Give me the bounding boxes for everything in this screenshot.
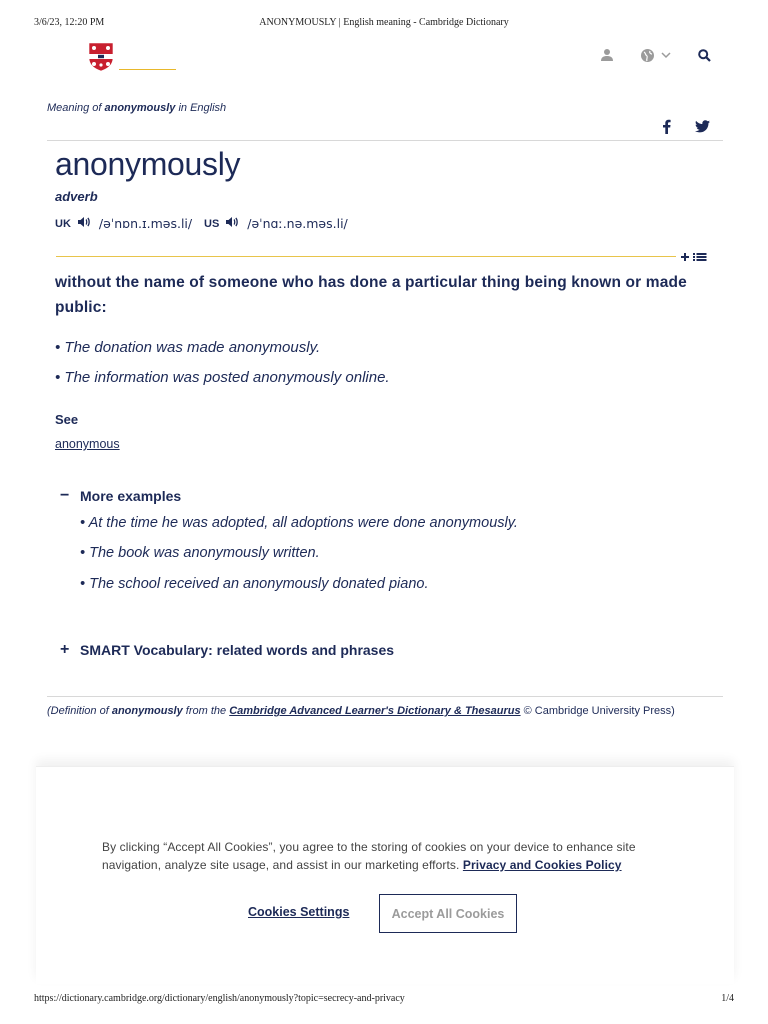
search-icon[interactable] bbox=[695, 46, 713, 64]
citation-word: anonymously bbox=[111, 705, 183, 717]
accept-all-cookies-button[interactable]: Accept All Cookies bbox=[379, 894, 517, 933]
definition-citation bbox=[47, 705, 675, 717]
more-example: • The school received an anonymously donated piano. bbox=[80, 576, 429, 592]
more-example: • At the time he was adopted, all adoptions were done anonymously. bbox=[80, 515, 518, 531]
us-label: US bbox=[204, 217, 220, 230]
cookie-message-text: By clicking “Accept All Cookies”, you agree to the storing of cookies on your device to enhance site navigation, analyze site usage, and assist in our marketing efforts. bbox=[102, 840, 636, 872]
meaning-line bbox=[47, 102, 226, 114]
cambridge-shield-logo[interactable] bbox=[88, 42, 114, 72]
user-icon[interactable] bbox=[598, 46, 616, 64]
logo-underline bbox=[119, 69, 176, 70]
print-date: 3/6/23, 12:20 PM bbox=[34, 17, 105, 28]
see-label: See bbox=[55, 412, 79, 427]
uk-pronunciation bbox=[55, 216, 192, 231]
print-header bbox=[0, 17, 768, 31]
print-title: ANONYMOUSLY | English meaning - Cambridge Dictionary bbox=[259, 17, 509, 28]
site-header bbox=[0, 40, 768, 80]
print-url: https://dictionary.cambridge.org/dictionary/english/anonymously?topic=secrecy-and-privacy bbox=[34, 993, 405, 1004]
twitter-icon[interactable] bbox=[693, 117, 711, 135]
print-page-number: 1/4 bbox=[721, 993, 734, 1004]
citation-open: (Definition of bbox=[47, 705, 109, 717]
more-example: • The book was anonymously written. bbox=[80, 545, 320, 561]
citation-copyright: © Cambridge University Press) bbox=[523, 705, 675, 717]
expand-plus-icon: + bbox=[60, 641, 70, 658]
headword: anonymously bbox=[55, 146, 241, 182]
us-pronunciation bbox=[204, 216, 348, 231]
uk-audio-icon[interactable] bbox=[77, 216, 91, 231]
cookies-settings-button[interactable]: Cookies Settings bbox=[248, 905, 350, 919]
example-sentence: • The donation was made anonymously. bbox=[55, 339, 321, 356]
more-examples-label: More examples bbox=[80, 488, 182, 504]
collapse-minus-icon: − bbox=[60, 487, 70, 504]
part-of-speech: adverb bbox=[55, 189, 98, 204]
cookie-consent-banner bbox=[36, 766, 734, 984]
citation-source-link[interactable]: Cambridge Advanced Learner's Dictionary & Thesaurus bbox=[229, 705, 521, 717]
example-text: At the time he was adopted, all adoptions were done anonymously. bbox=[88, 515, 518, 531]
example-text: The donation was made anonymously. bbox=[64, 339, 321, 356]
example-text: The information was posted anonymously online. bbox=[64, 369, 390, 386]
smart-vocabulary-toggle[interactable] bbox=[60, 641, 394, 659]
example-text: The book was anonymously written. bbox=[89, 545, 320, 561]
us-ipa: /əˈnɑː.nə.məs.li/ bbox=[247, 216, 348, 231]
bottom-divider bbox=[47, 696, 723, 697]
privacy-policy-link[interactable]: Privacy and Cookies Policy bbox=[462, 858, 622, 872]
citation-from: from the bbox=[185, 705, 227, 717]
chevron-down-icon[interactable] bbox=[657, 46, 675, 64]
example-text: The school received an anonymously donated piano. bbox=[89, 576, 429, 592]
sense-divider bbox=[56, 256, 676, 257]
cookie-message bbox=[102, 838, 662, 874]
add-to-word-list-icon[interactable] bbox=[681, 250, 709, 262]
meaning-suffix: in English bbox=[178, 102, 227, 114]
definition-text: without the name of someone who has done a particular thing being known or made public: bbox=[55, 274, 687, 316]
us-audio-icon[interactable] bbox=[225, 216, 239, 231]
uk-ipa: /əˈnɒn.ɪ.məs.li/ bbox=[98, 216, 193, 231]
top-divider bbox=[47, 140, 723, 141]
more-examples-toggle[interactable] bbox=[60, 487, 181, 505]
meaning-word: anonymously bbox=[104, 102, 176, 114]
globe-icon[interactable] bbox=[638, 46, 656, 64]
example-sentence: • The information was posted anonymously online. bbox=[55, 369, 390, 386]
facebook-icon[interactable] bbox=[657, 117, 675, 135]
smart-vocabulary-label: SMART Vocabulary: related words and phrases bbox=[80, 642, 395, 658]
print-footer bbox=[0, 993, 768, 1007]
uk-label: UK bbox=[55, 217, 71, 230]
meaning-prefix: Meaning of bbox=[47, 102, 102, 114]
see-anonymous-link[interactable]: anonymous bbox=[55, 437, 120, 451]
